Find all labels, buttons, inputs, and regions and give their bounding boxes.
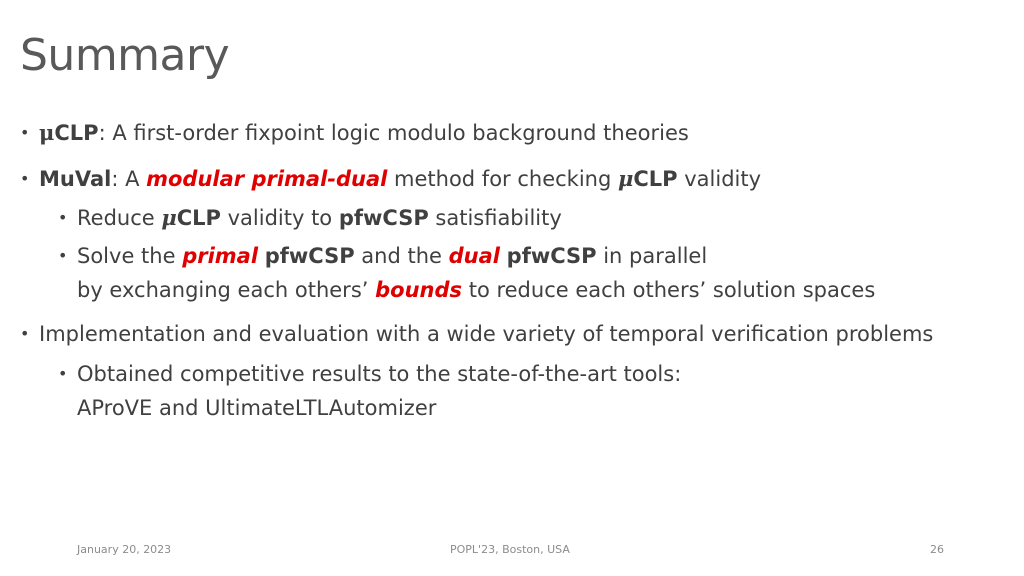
highlight-bounds: bounds [375,278,463,302]
slide-title: Summary [20,30,230,81]
footer-page-number: 26 [930,543,944,556]
bullet-text: Solve the [77,244,183,268]
bullet-text: method for checking [387,167,618,191]
bullet-text [500,244,507,268]
footer-date: January 20, 2023 [77,543,172,556]
bullet-text: validity [677,167,762,191]
subbullet-solve-continued [77,278,875,302]
term-pfwcsp: pfwCSP [338,206,429,230]
subbullet-reduce [58,205,562,230]
bullet-dot-icon: • [20,123,30,142]
bullet-text: to reduce each others’ solution spaces [462,278,876,302]
bullet-text: in parallel [596,244,708,268]
term-muval: MuVal [39,167,112,191]
bullet-text: and the [354,244,449,268]
footer-venue: POPL'23, Boston, USA [450,543,570,556]
highlight-primal: primal [182,244,259,268]
bullet-dot-icon: • [20,169,30,188]
bullet-muclp [20,120,689,145]
subbullet-solve [58,244,707,268]
bullet-dot-icon: • [58,208,68,227]
bullet-text: by exchanging each others’ [77,278,376,302]
bullet-muval [20,166,761,191]
bullet-implementation [20,322,933,346]
bullet-text: Implementation and evaluation with a wide variety of temporal verification problems [39,322,934,346]
term-clp: CLP [176,206,221,230]
mu-symbol: μ [618,166,634,191]
subbullet-results [58,362,681,386]
mu-symbol: μ [161,205,177,230]
bullet-text: Obtained competitive results to the state-of-the-art tools: [77,362,682,386]
highlight-modular-primal-dual: modular primal-dual [146,167,388,191]
bullet-dot-icon: • [20,324,30,343]
bullet-text: Reduce [77,206,162,230]
term-clp: CLP [54,121,99,145]
bullet-text: : A [111,167,147,191]
bullet-text: satisfiability [428,206,562,230]
bullet-text: : A first-order fixpoint logic modulo background theories [98,121,689,145]
term-pfwcsp: pfwCSP [506,244,597,268]
mu-symbol: μ [39,120,55,145]
bullet-text: validity to [220,206,339,230]
subbullet-results-continued [77,396,436,420]
term-clp: CLP [633,167,678,191]
term-pfwcsp: pfwCSP [264,244,355,268]
bullet-dot-icon: • [58,246,68,265]
highlight-dual: dual [448,244,500,268]
bullet-dot-icon: • [58,364,68,383]
bullet-text [258,244,265,268]
bullet-text: AProVE and UltimateLTLAutomizer [77,396,437,420]
